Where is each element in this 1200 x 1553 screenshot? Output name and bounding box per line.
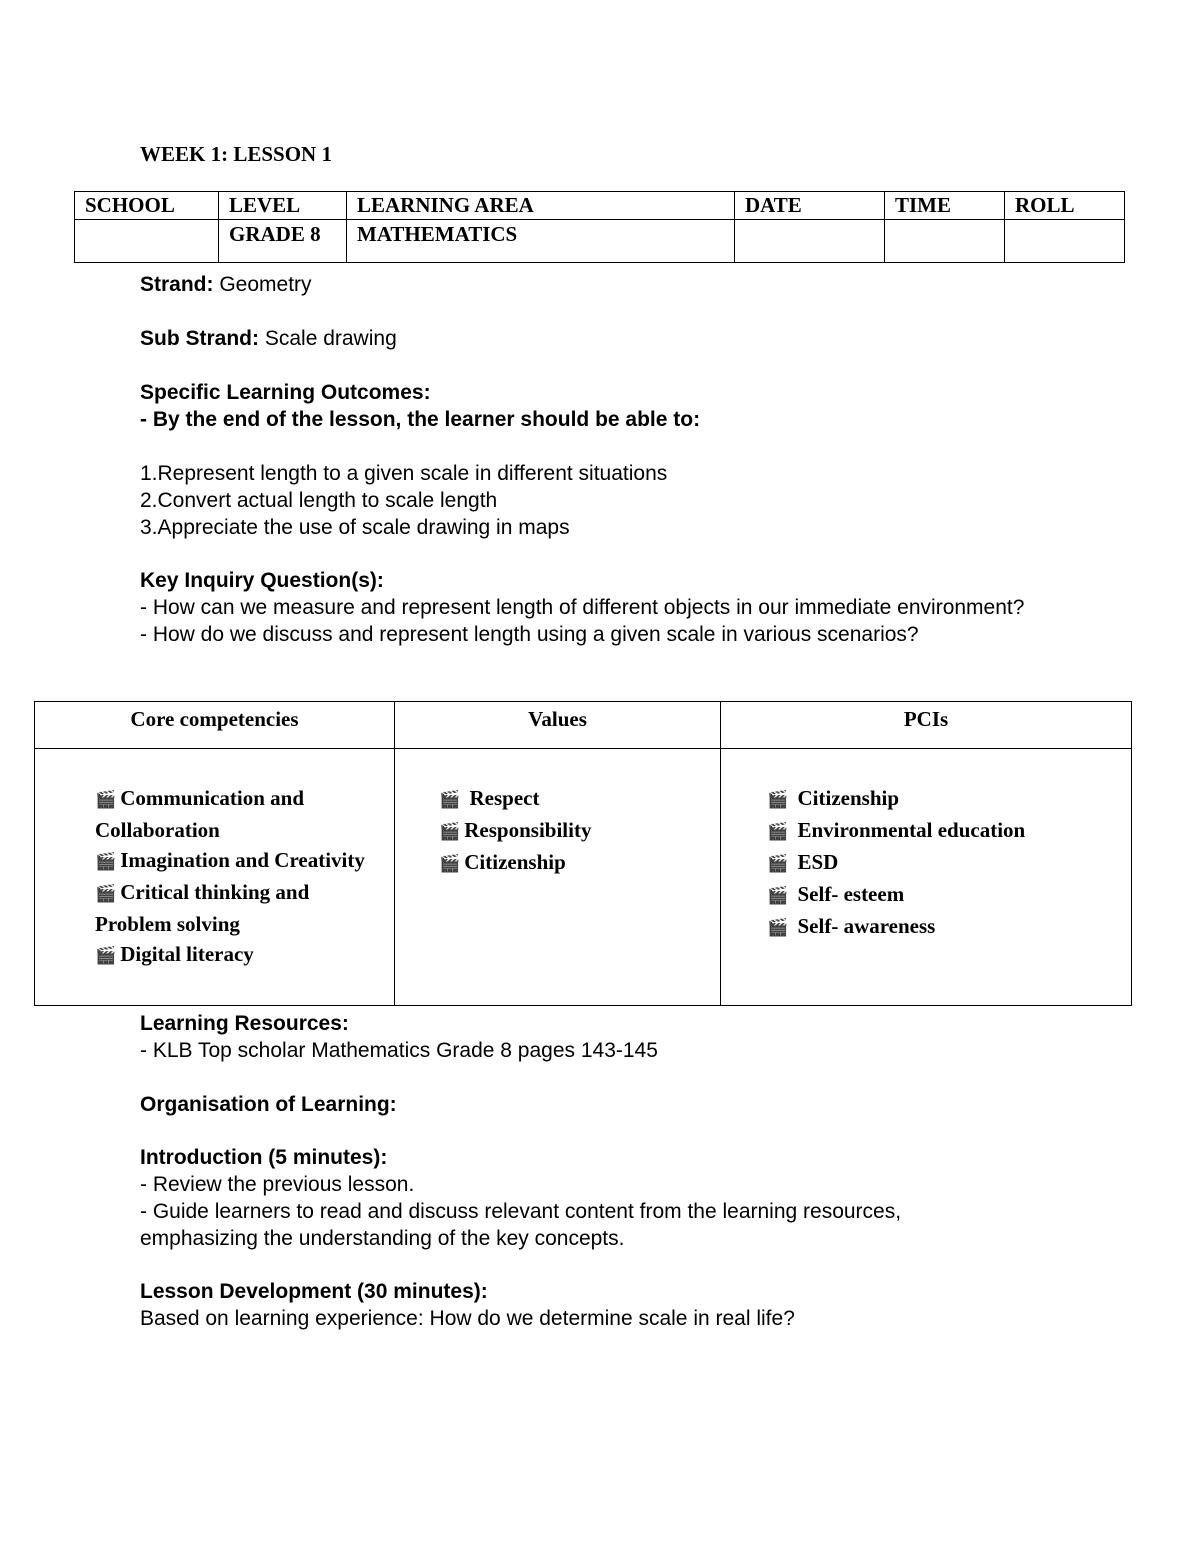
- clapperboard-icon: 🎬: [95, 790, 117, 809]
- sub-strand-line: [140, 325, 397, 352]
- header-school: SCHOOL: [75, 192, 219, 220]
- list-item: 🎬 Citizenship: [767, 783, 1111, 815]
- clapperboard-icon: 🎬: [95, 852, 117, 871]
- strand-line: [140, 271, 312, 298]
- value-date: [735, 220, 885, 263]
- list-item: 🎬 Environmental education: [767, 815, 1111, 847]
- clapperboard-icon: 🎬: [439, 790, 461, 809]
- clapperboard-icon: 🎬: [767, 854, 789, 873]
- header-date: DATE: [735, 192, 885, 220]
- competencies-table: [34, 701, 1132, 1006]
- list-item: 🎬 Imagination and Creativity: [83, 845, 374, 877]
- learning-resources: [140, 1010, 1120, 1064]
- competencies-header-row: [35, 702, 1132, 749]
- info-header-row: [75, 192, 1125, 220]
- clapperboard-icon: 🎬: [767, 822, 789, 841]
- introduction-item: - Guide learners to read and discuss relevant content from the learning resources, emphasizing the understanding of the key concepts.: [140, 1200, 902, 1250]
- header-roll: ROLL: [1005, 192, 1125, 220]
- core-competencies-cell: [35, 749, 395, 1006]
- list-item: 🎬 Respect: [439, 783, 700, 815]
- header-time: TIME: [885, 192, 1005, 220]
- lesson-title: WEEK 1: LESSON 1: [140, 142, 332, 166]
- list-item: 🎬 Responsibility: [439, 815, 700, 847]
- pcis-cell: [721, 749, 1132, 1006]
- development-title: Lesson Development (30 minutes):: [140, 1280, 488, 1303]
- list-item: 🎬 Communication and Collaboration: [95, 786, 305, 842]
- key-inquiry: [140, 567, 1040, 648]
- sub-strand-label: Sub Strand:: [140, 327, 259, 350]
- list-item: 🎬 Self- awareness: [767, 911, 1111, 943]
- clapperboard-icon: 🎬: [767, 918, 789, 937]
- pcis-list: [767, 783, 1111, 943]
- inquiry-question: - How do we discuss and represent length using a given scale in various scenarios?: [140, 623, 919, 646]
- list-item: 🎬 ESD: [767, 847, 1111, 879]
- development-text: Based on learning experience: How do we determine scale in real life?: [140, 1307, 795, 1330]
- header-values: Values: [395, 702, 721, 749]
- list-item: 🎬 Self- esteem: [767, 879, 1111, 911]
- competencies-body-row: [35, 749, 1132, 1006]
- values-list: [439, 783, 700, 879]
- list-item: 🎬 Digital literacy: [83, 939, 374, 971]
- list-item: 🎬 Citizenship: [439, 847, 700, 879]
- clapperboard-icon: 🎬: [95, 946, 117, 965]
- value-learning-area: MATHEMATICS: [347, 220, 735, 263]
- inquiry-title: Key Inquiry Question(s):: [140, 569, 384, 592]
- organisation-title: Organisation of Learning:: [140, 1093, 397, 1116]
- values-cell: [395, 749, 721, 1006]
- introduction-section: [140, 1144, 1020, 1252]
- info-value-row: [75, 220, 1125, 263]
- outcomes-title: Specific Learning Outcomes:: [140, 381, 431, 404]
- resources-item: - KLB Top scholar Mathematics Grade 8 pages 143-145: [140, 1039, 658, 1062]
- learning-outcomes: [140, 379, 1120, 541]
- list-item: 🎬 Critical thinking and Problem solving: [95, 880, 310, 936]
- outcome-item: 2.Convert actual length to scale length: [140, 489, 498, 512]
- strand-label: Strand:: [140, 273, 214, 296]
- sub-strand-value: Scale drawing: [264, 327, 397, 350]
- inquiry-question: - How can we measure and represent length of different objects in our immediate environment?: [140, 596, 1025, 619]
- clapperboard-icon: 🎬: [767, 790, 789, 809]
- lesson-development: [140, 1278, 1120, 1332]
- value-school: [75, 220, 219, 263]
- resources-title: Learning Resources:: [140, 1012, 349, 1035]
- lesson-info-table: [74, 191, 1125, 263]
- header-learning-area: LEARNING AREA: [347, 192, 735, 220]
- outcome-item: 1.Represent length to a given scale in different situations: [140, 462, 668, 485]
- clapperboard-icon: 🎬: [95, 884, 117, 903]
- header-level: LEVEL: [219, 192, 347, 220]
- value-time: [885, 220, 1005, 263]
- clapperboard-icon: 🎬: [767, 886, 789, 905]
- outcomes-intro: - By the end of the lesson, the learner should be able to:: [140, 408, 701, 431]
- introduction-title: Introduction (5 minutes):: [140, 1146, 388, 1169]
- outcome-item: 3.Appreciate the use of scale drawing in maps: [140, 516, 570, 539]
- introduction-item: - Review the previous lesson.: [140, 1173, 415, 1196]
- core-competencies-list: [95, 783, 374, 971]
- clapperboard-icon: 🎬: [439, 822, 461, 841]
- header-core-competencies: Core competencies: [35, 702, 395, 749]
- value-roll: [1005, 220, 1125, 263]
- header-pcis: PCIs: [721, 702, 1132, 749]
- clapperboard-icon: 🎬: [439, 854, 461, 873]
- value-level: GRADE 8: [219, 220, 347, 263]
- strand-value: Geometry: [219, 273, 312, 296]
